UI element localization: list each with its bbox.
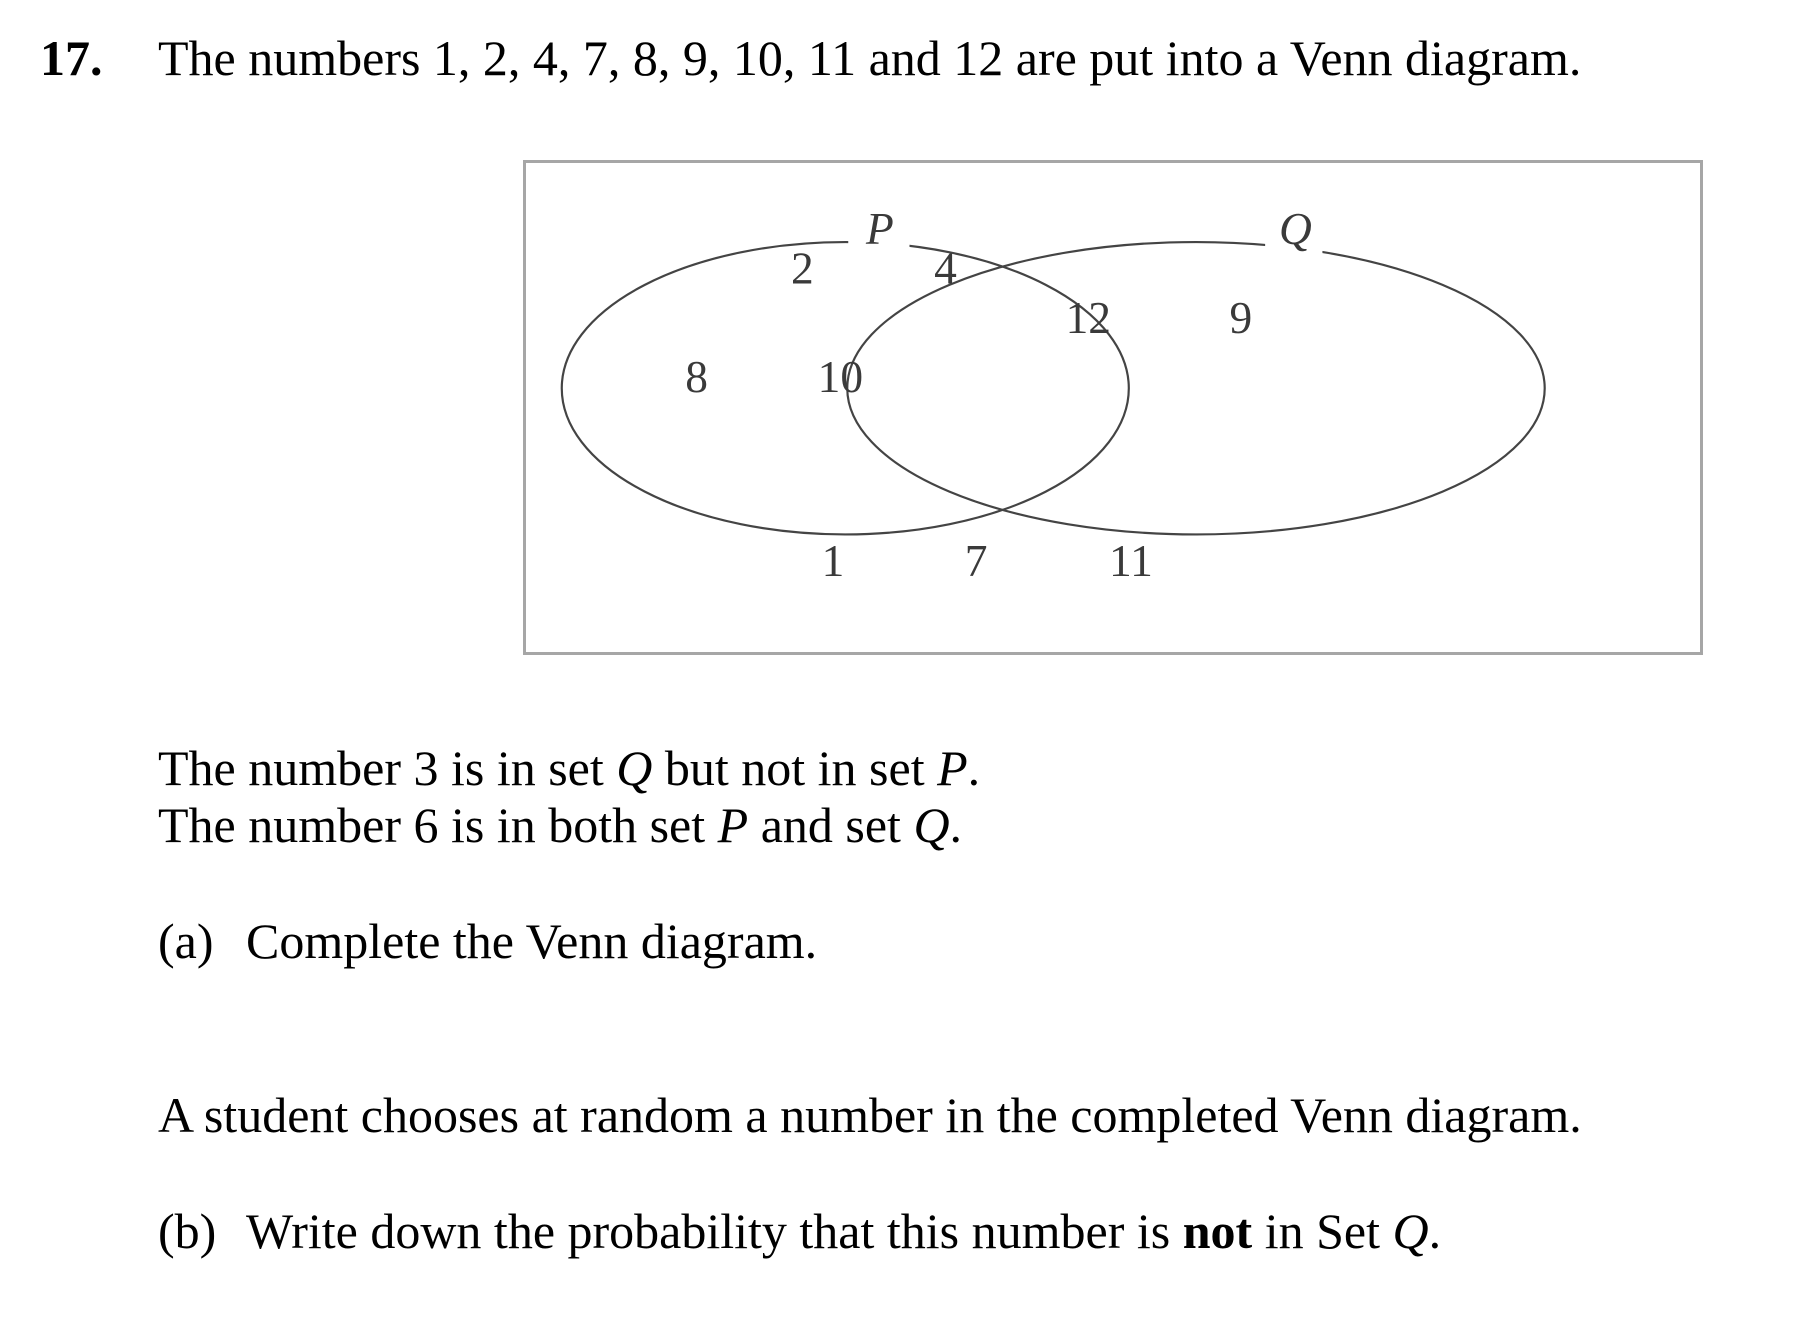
fact-text: .: [967, 740, 981, 796]
fact-text: but not in set: [652, 740, 938, 796]
set-p-label: P: [866, 204, 894, 255]
set-q-ref: Q: [616, 740, 653, 796]
venn-number: 4: [934, 243, 957, 294]
venn-number: 7: [964, 535, 988, 586]
venn-number: 10: [817, 352, 864, 403]
venn-number: 11: [1109, 535, 1153, 586]
fact-text: The number 3 is in set: [158, 740, 617, 796]
fact-line-1: [158, 740, 981, 796]
part-a-text: Complete the Venn diagram.: [246, 913, 818, 969]
fact-text: .: [949, 797, 963, 853]
fact-text: The number 6 is in both set: [158, 797, 718, 853]
venn-number: 8: [685, 352, 708, 403]
venn-number: 1: [821, 535, 845, 586]
part-b-emphasis: not: [1182, 1203, 1253, 1259]
part-b-text-end: .: [1428, 1203, 1442, 1259]
venn-diagram: [523, 160, 1703, 655]
set-q-ref: Q: [913, 797, 950, 853]
question-intro: The numbers 1, 2, 4, 7, 8, 9, 10, 11 and 12 are put into a Venn diagram.: [158, 30, 1582, 86]
set-q-ref: Q: [1392, 1203, 1429, 1259]
question-number: 17.: [40, 30, 103, 86]
part-b-text: [246, 1203, 1442, 1259]
fact-text: and set: [748, 797, 914, 853]
set-p-ref: P: [937, 740, 968, 796]
venn-number: 9: [1229, 292, 1253, 343]
part-b-label: (b): [158, 1203, 217, 1259]
venn-number: 2: [790, 243, 814, 294]
venn-diagram-canvas: [526, 163, 1700, 652]
set-q-label: Q: [1278, 204, 1312, 255]
question-stem-2: A student chooses at random a number in the completed Venn diagram.: [158, 1087, 1582, 1143]
venn-number: 12: [1065, 292, 1112, 343]
part-a-label: (a): [158, 913, 214, 969]
part-b-text-pre: Write down the probability that this number is: [246, 1203, 1183, 1259]
fact-line-2: [158, 797, 963, 853]
set-p-ref: P: [717, 797, 749, 853]
part-b-text-mid: in Set: [1252, 1203, 1393, 1259]
